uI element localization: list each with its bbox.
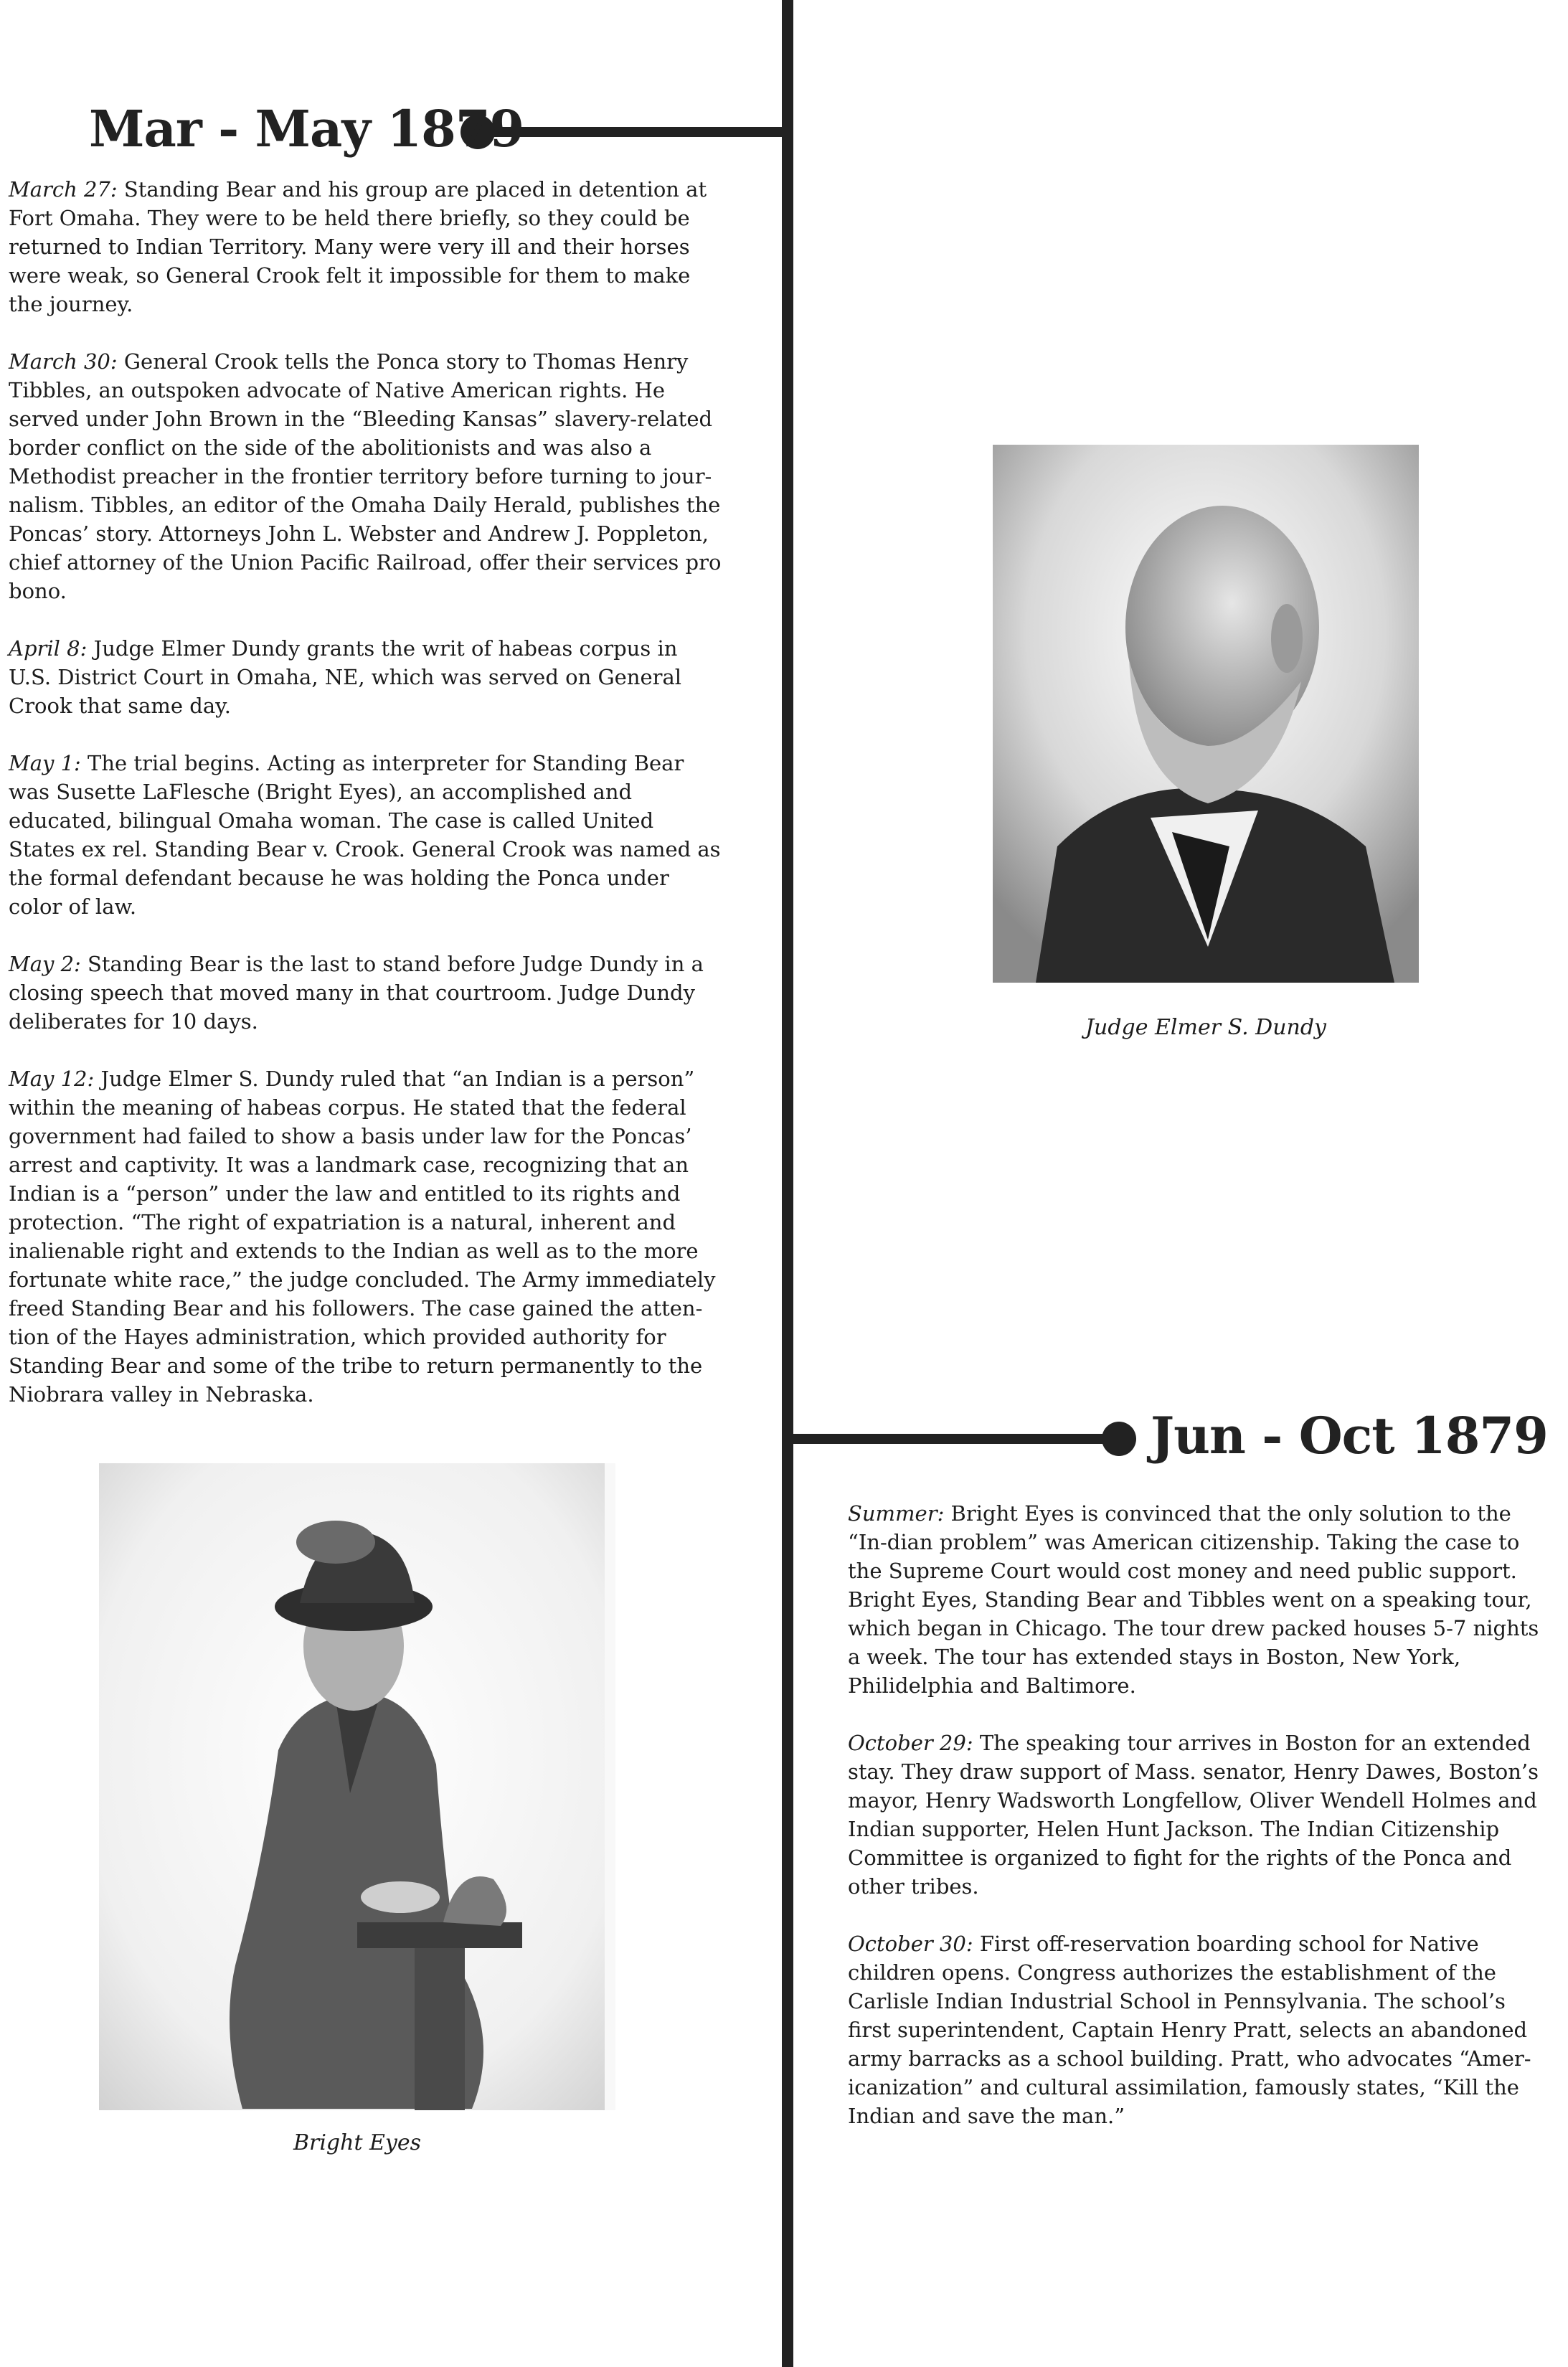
event-summer: [848, 1499, 1551, 1700]
event-text: The trial begins. Acting as interpreter for Standing Bear was Susette LaFlesche (Bright Eyes), an accomplished and educated, bilingual Omaha woman. The case is called United States ex rel. Standing Bear v. Crook. General Crook was named as the formal defendant because he was holding the Ponca under color of law.: [9, 751, 721, 919]
event-text: General Crook tells the Ponca story to Thomas Henry Tibbles, an outspoken advocate of Native American rights. He served under John Brown in the “Bleeding Kansas” slavery-related border conflict on the side of the abolitionists and was also a Methodist preacher in the frontier territory before turning to jour-nalism. Tibbles, an editor of the Omaha Daily Herald, publishes the Poncas’ story. Attorneys John L. Webster and Andrew J. Poppleton, chief attorney of the Union Pacific Railroad, offer their services pro bono.: [9, 349, 722, 603]
event-text: Bright Eyes is convinced that the only solution to the “In-dian problem” was American citizenship. Taking the case to the Supreme Court would cost money and need public support. Bright Eyes, Standing Bear and Tibbles went on a speaking tour, which began in Chicago. The tour drew packed houses 5-7 nights a week. The tour has extended stays in Boston, New York, Philidelphia and Baltimore.: [848, 1501, 1539, 1698]
event-text: First off-reservation boarding school for Native children opens. Congress authorizes the establishment of the Carlisle Indian Industrial School in Pennsylvania. The school’s first superintendent, Captain Henry Pratt, selects an abandoned army barracks as a school building. Pratt, who advocates “Amer-icanization” and cultural assimilation, famously states, “Kill the Indian and save the man.”: [848, 1932, 1531, 2128]
event-text: Judge Elmer S. Dundy ruled that “an Indian is a person” within the meaning of habeas corpus. He stated that the federal government had failed to show a basis under law for the Poncas’ arrest and captivity. It was a landmark case, recognizing that an Indian is a “person” under the law and entitled to its rights and protection. “The right of expatriation is a natural, inherent and inalienable right and extends to the Indian as well as to the more fortunate white race,” the judge concluded. The Army immediately freed Standing Bear and his followers. The case gained the atten-tion of the Hayes administration, which provided authority for Standing Bear and some of the tribe to return permanently to the Niobrara valley in Nebraska.: [9, 1067, 716, 1407]
timeline-connector-2: [788, 1434, 1115, 1444]
event-may-12: [9, 1064, 726, 1409]
event-march-30: [9, 347, 726, 605]
section-heading-mar-may: Mar - May 1879: [89, 99, 524, 159]
event-text: Standing Bear and his group are placed in detention at Fort Omaha. They were to be held there briefly, so they could be returned to Indian Territory. Many were very ill and their horses were weak, so General Crook felt it impossible for them to make the journey.: [9, 177, 707, 316]
event-october-29: [848, 1729, 1551, 1901]
event-date: April 8:: [9, 636, 88, 661]
event-text: Judge Elmer Dundy grants the writ of habeas corpus in U.S. District Court in Omaha, NE, which was served on General Crook that same day.: [9, 636, 682, 718]
timeline-spine: [782, 0, 793, 2367]
event-october-30: [848, 1929, 1551, 2130]
portrait-man-illustration: [993, 445, 1419, 983]
timeline-marker-2: [1102, 1422, 1136, 1456]
event-date: May 2:: [9, 952, 81, 976]
event-may-1: [9, 749, 726, 921]
event-date: May 1:: [9, 751, 81, 775]
event-april-8: [9, 634, 726, 720]
events-mar-may: [9, 175, 726, 1437]
events-jun-oct: [848, 1499, 1551, 2159]
portrait-woman-illustration: [99, 1463, 615, 2110]
caption-bright-eyes: Bright Eyes: [293, 2130, 422, 2155]
photo-bright-eyes: [99, 1463, 615, 2110]
event-text: The speaking tour arrives in Boston for an extended stay. They draw support of Mass. senator, Henry Dawes, Boston’s mayor, Henry Wadsworth Longfellow, Oliver Wendell Holmes and Indian supporter, Helen Hunt Jackson. The Indian Citizenship Committee is organized to fight for the rights of the Ponca and other tribes.: [848, 1731, 1539, 1899]
event-march-27: [9, 175, 726, 318]
section-heading-jun-oct: Jun - Oct 1879: [1151, 1406, 1548, 1465]
caption-judge-dundy: Judge Elmer S. Dundy: [1085, 1015, 1327, 1040]
timeline-connector-1: [488, 127, 788, 137]
event-date: March 30:: [9, 349, 118, 374]
event-may-2: [9, 950, 726, 1036]
event-date: March 27:: [9, 177, 118, 202]
event-date: October 29:: [848, 1731, 973, 1755]
photo-judge-dundy: [993, 445, 1419, 983]
event-date: Summer:: [848, 1501, 945, 1526]
event-date: October 30:: [848, 1932, 973, 1956]
event-date: May 12:: [9, 1067, 95, 1091]
event-text: Standing Bear is the last to stand before Judge Dundy in a closing speech that moved many in that courtroom. Judge Dundy deliberates for 10 days.: [9, 952, 704, 1034]
